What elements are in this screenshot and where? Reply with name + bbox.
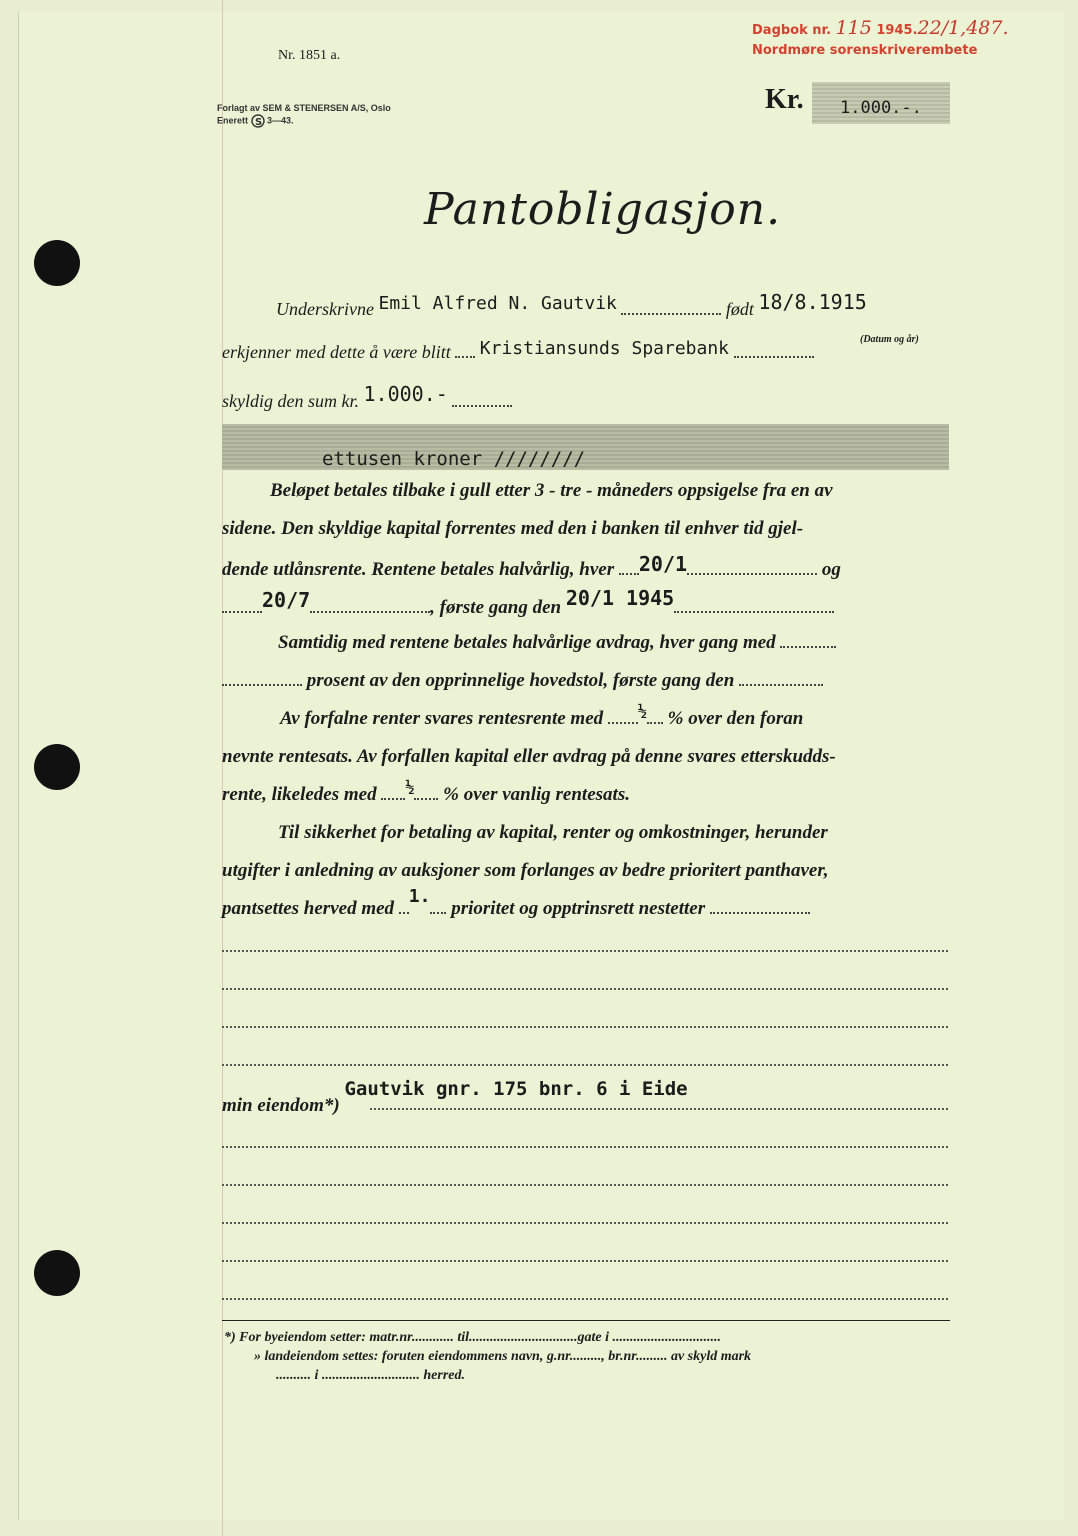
arrears-rate: ½ (405, 778, 415, 796)
body-line-8: nevnte rentesats. Av forfallen kapital eller avdrag på denne svares etterskudds- (222, 746, 836, 767)
punch-hole (34, 240, 80, 286)
born-value: 18/8.1915 (758, 290, 867, 314)
owed-label: skyldig den sum kr. (222, 391, 359, 411)
interest-date-1: 20/1 (638, 552, 688, 576)
body-line-9 (222, 778, 950, 806)
undersigned-line (276, 290, 867, 320)
priority-label: prioritet og opptrinsrett nestetter (451, 898, 706, 919)
over-label: % over den foran (667, 708, 804, 729)
property-line (222, 1078, 950, 1116)
amount-label: Kr. (765, 84, 804, 115)
document-title: Pantobligasjon. (424, 184, 782, 235)
blank-line (222, 1222, 948, 1224)
body-line-7 (280, 702, 1008, 730)
punch-hole (34, 744, 80, 790)
amount-words-band (222, 424, 949, 470)
body-line-2: sidene. Den skyldige kapital forrentes med den i banken til enhver tid gjel- (222, 518, 804, 539)
blank-line (222, 1260, 948, 1262)
property-value: Gautvik gnr. 175 bnr. 6 i Eide (344, 1078, 688, 1100)
form-number: Nr. 1851 a. (278, 48, 341, 63)
percent-text: prosent av den opprinnelige hovedstol, første gang den (306, 670, 735, 691)
publisher-logo-icon (251, 114, 265, 128)
body-line-12 (222, 886, 950, 920)
likewise-label: rente, likeledes med (222, 784, 377, 805)
body-line-10: Til sikkerhet for betaling av kapital, renter og omkostninger, herunder (278, 822, 828, 843)
blank-line (222, 1064, 948, 1066)
svg-text:S: S (254, 117, 262, 128)
first-time-label: , første gang den (430, 597, 562, 618)
blank-line (222, 1026, 948, 1028)
margin-line (222, 0, 223, 1536)
interest-date-2: 20/7 (262, 588, 311, 612)
footnote-divider (222, 1320, 950, 1321)
body-line-3 (222, 552, 950, 581)
compound-interest-label: Av forfalne renter svares rentesrente med (280, 708, 604, 729)
stamp-prefix: Dagbok nr. (752, 23, 832, 38)
body-line-4 (222, 586, 950, 619)
amount-value: 1.000.-. (840, 98, 922, 118)
publisher-date: 3—43. (267, 115, 294, 126)
punch-hole (34, 1250, 80, 1296)
creditor-value: Kristiansunds Sparebank (479, 338, 730, 359)
interest-dates-label: dende utlånsrente. Rentene betales halvårlig, hver (222, 559, 615, 580)
owed-value: 1.000.- (363, 382, 448, 406)
undersigned-value: Emil Alfred N. Gautvik (378, 293, 617, 314)
installment-text: Samtidig med rentene betales halvårlige avdrag, hver gang med (278, 632, 776, 653)
blank-line (222, 988, 948, 990)
property-label: min eiendom*) (222, 1095, 340, 1116)
publisher-line: Forlagt av SEM & STENERSEN A/S, Oslo (217, 103, 391, 113)
over-usual-label: % over vanlig rentesats. (443, 784, 630, 805)
body-line-5 (278, 632, 1006, 654)
born-label: født (725, 299, 754, 319)
body-line-11: utgifter i anledning av auksjoner som forlanges av bedre prioritert panthaver, (222, 860, 829, 881)
stamp-ref: 22/1,487. (917, 17, 1009, 39)
undersigned-label: Underskrivne (276, 299, 374, 319)
creditor-line (222, 338, 814, 363)
blank-line (222, 1146, 948, 1148)
body-line-6 (222, 670, 950, 692)
stamp-year: 1945. (876, 23, 918, 38)
first-interest-date: 20/1 1945 (565, 586, 675, 610)
publisher-imprint (217, 102, 391, 128)
footnote-1: *) For byeiendom setter: matr.nr............ til...............................gate i ............................... (224, 1330, 721, 1345)
blank-line (370, 1108, 948, 1110)
publisher-rights: Enerett (217, 115, 249, 126)
amount-words: ettusen kroner //////// (322, 448, 586, 470)
acknowledge-label: erkjenner med dette å være blitt (222, 342, 451, 362)
stamp-number: 115 (835, 17, 872, 39)
compound-rate: ½ (637, 702, 647, 720)
and-label: og (821, 559, 841, 580)
blank-line (222, 1298, 948, 1300)
blank-line (222, 1184, 948, 1186)
amount-box (812, 82, 950, 124)
blank-line (222, 950, 948, 952)
registry-stamp (752, 18, 1009, 61)
owed-line (222, 382, 512, 412)
born-hint: (Datum og år) (860, 334, 919, 345)
priority-value: 1. (408, 886, 431, 907)
footnote-3: .......... i ............................ herred. (276, 1368, 465, 1383)
footnote-2: » landeiendom settes: foruten eiendommens navn, g.nr........., br.nr......... av skyld mark (254, 1349, 752, 1364)
body-line-1: Beløpet betales tilbake i gull etter 3 - tre - måneders oppsigelse fra en av (270, 480, 833, 501)
pledged-label: pantsettes herved med (222, 898, 395, 919)
stamp-office: Nordmøre sorenskriverembete (752, 43, 978, 58)
